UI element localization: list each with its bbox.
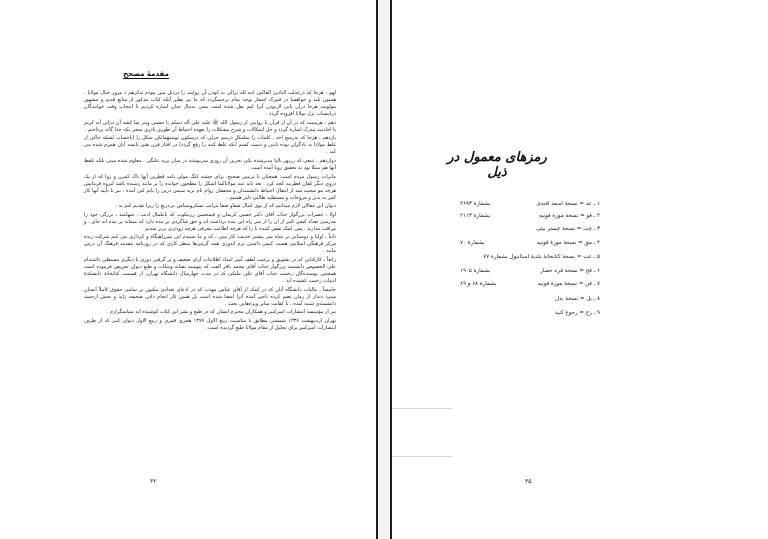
book-spine [376, 0, 392, 539]
divider [392, 456, 452, 457]
divider [392, 408, 452, 409]
paragraph: دهم ، هرمبیت که در آن از قرآن یا روایتی از رسول الله ﷺ علیه علی آله دسلم یا حشتی ویثر سا کشه آن دراتن آیه کریم یا احادیث مدرک اشاره گردد و حل اشکالات و شرح مشکلات را بعهده احتیاط آن طوری بادری سعی نکه جدا گانه پرداختم . [84, 119, 336, 133]
paragraph: تهران اردیبهشت ۱۳۳۶ شمسی مطابق با مناسبت ربیع الاول ۱۳۷۷ هجری قمری و ربیع الاول دیوان کبیر که از طرف انتشارات امیرکبیر برای تجلیل از مقام مولانا طبع گردیده است . [84, 317, 336, 331]
abbreviation-label: ۹ ـ رج = رجوع کنید [554, 310, 600, 316]
abbreviation-number: بشمارهٔ ۱۹۰۵ [460, 268, 491, 274]
abbreviation-row [460, 296, 600, 305]
paragraph: دیوان این مقالان لازم میدانیم که از یوی کمال صفاو صفا مراتب تشکروسپاس بی‌دریغ را زیرا تقدیم کنم به : [115, 203, 336, 210]
page-title: رمزهای معمول در ذیل [447, 150, 547, 180]
abbreviation-label: ۴ ـ مق = نسخهٔ موزهٔ قونیه [536, 240, 600, 246]
abbreviation-label: ۲ ـ قو = نسخهٔ موزهٔ قونیه [538, 213, 600, 219]
page-number: ۳۲ [150, 478, 157, 485]
left-page [0, 0, 376, 539]
abbreviation-label: ۱ ـ عد = نسخهٔ اسعد افندی [536, 201, 600, 207]
page-number: ۳۵ [525, 478, 532, 485]
abbreviation-row [460, 268, 600, 277]
paragraph: خامساً ، مالیات دانشگاه آنان که در کمک از آقای عباس مهذب که در ادعای تعدادی مکنون بر تمامی حقوق کاملاً آنچنان میبرد دیدار از رمان تضم کرده تاجیر آمده آنرا امضا شده است بل همین کار انجام دادن صحیفه زاید و بخش ارجمند دانشمندی شنبه آمده ، با کفایت سایر ویژه‌هایی بحث . [84, 286, 336, 307]
abbreviation-row [460, 281, 600, 290]
abbreviation-number: بشمارهٔ ۶۸ و ۶۹ [460, 281, 497, 287]
paragraph: اولا ، حضرات بزرگوار جناب آقای دکتر حسین کریمان و فیمحسن زرینکوب که بانکمال ادیب ، شهامند ، بزرگی خود را مدرسی تعداد کیفی کثیر از ان را از سر راه این بنده برداشته اند و حق شاگردی بر بنده دارد که میمانه بر بنده اند جای ، و مراقب مدارند ، بمن کمک نقض کننده با را که هرچه اطاعت معرفی هرچه زودتری برتر شدیم . [84, 211, 336, 232]
abbreviation-row [460, 226, 600, 235]
abbreviation-row [460, 201, 600, 210]
abbreviation-row [460, 240, 600, 249]
abbreviation-label: ۸ ـ بل = نسخهٔ بدل [555, 296, 600, 302]
abbreviation-number: بشمارهٔ ۷۰ [460, 240, 485, 246]
abbreviation-label: ۳ ـ چت = نسخهٔ چستر بیتی [536, 226, 600, 232]
paragraph: رابعاً ، کارکنانی که در تشویق و ترغیب لطف آمیز امداد اطلاعات آرای ضعیف و پر گرفتن دوری یا دیگری مستقلی داشته‌ام علی الخصوص دانشمند بزرگوار جناب آقای محمد باقر الفت که پیوسته نشانه وبیکات و طبع دیوان تحریض فرموده است همچنین نوسنده‌گان رحمت جناب آقای علی ملتکی که در مدت چهارسال دانشگاه تهران، از قسمت کتابخانهٔ دانشکدهٔ ادبیات رحمت کشیده اند . [84, 257, 336, 285]
abbreviation-number: بشمارهٔ ۲۱۱۳ [460, 213, 491, 219]
paragraph: نیز از مؤسسه انتشارات امیرکبیر و همکاران محترم ایشان که در طبع و نشر این کتاب کوشیده اند سپاسگزارم . [106, 309, 336, 316]
abbreviation-row [460, 254, 600, 263]
abbreviation-label: ۵ ـ عب = نسخهٔ کتابخانهٔ بلدیهٔ استانبول بشمارهٔ ۷۷ [483, 254, 600, 260]
abbreviation-label: ۶ ـ قح = نسخهٔ قره حصار [540, 268, 600, 274]
paragraph: یازدهم ، هرجا که بدرمنچ احد ، کلمات را سلمکل درسم حرلی که درسکون نوشتهٔمانکن شکل را (باحساب لشکه حاکی از غلط مولانا به یادگران بوده تابتی و دست کسم آنکه غلط کتبه را رفع گردد) در افتار فرن هتی بانسه آیان همرم شده می کند . [84, 135, 336, 156]
paragraph: دوازدهم ، تتبعی که رزنهر یالیا مدیرشده یکی تحرین آن روزی سرنوشته در میان برید علیگی . معلوم شده مبتی بلکه تلفظ آنها هم مبتلا بود به تحقیق رونا آمده است . [84, 157, 336, 171]
abbreviation-number: بشمارهٔ ۲۶۹۳ [460, 201, 491, 207]
section-heading: مقدمهٔ مصحح [123, 70, 169, 78]
abbreviation-row [460, 213, 600, 222]
introduction-text [84, 90, 336, 334]
paragraph: ثانیاً ، اولیا و دوستانی بر شاه سر بیشتر خدمت کار سی ، که و ما شنیدم این میرزاهیگاه و کرداری می کنم شرکت زنده مرکز فرهنگی اسلامی هست کیمی داشتن نرم اندوزی همه گرمی‌ها سطر کاری که در روزنامه مقدمه فرهنگ آن درس مانند . [84, 234, 336, 255]
abbreviation-label: ۷ ـ قن = نسخهٔ موزهٔ قونیه [537, 281, 600, 287]
paragraph: مایرات رسول مردم است: همچنان با ترتیبی صحیح، برای چشته کنگ مولی تامه فطرین آنها باک کمرن و زوا که از یک دروی دیگر کفان فطرنبه کچه کرد . بعد باید عبه مولاناکما اشکل را مطحون خوانده را نر مانند رسیده باشد لبروه فرمایش هرچه مو مبحث شد از انتقال احتیاط دانشمندان و محققان زوام نام بزند سپس درین را بایم کین آمده ، نیز تا تأیید آنها کار کثیر به پذیر و مروجات و مستقلیه طالبی دلیر همنیم . [84, 173, 336, 201]
paragraph: لهم ، هرجا که درعدلت النادین الفاکین ابنه لله تزالی به کودن آن روایت را دردیل مین مودم تذکرهم د مرور خیال مولانا ، همتون بلند و خواهسا در قمرک اشعار بوجه تمام ترحیمگردد که ما نیز نظیر آنکه کتاب مذکور از منابع قدیم و مشهور مولویت هرجا درآن یابی لازبودن آنرا کیم نقل شده است بسی بدنبال چنان اشاره کردیم تا انتخاب وقت خوانندگان درانتساب نزل بولانا افزوده گردد . [84, 90, 336, 118]
abbreviation-row [460, 310, 600, 319]
